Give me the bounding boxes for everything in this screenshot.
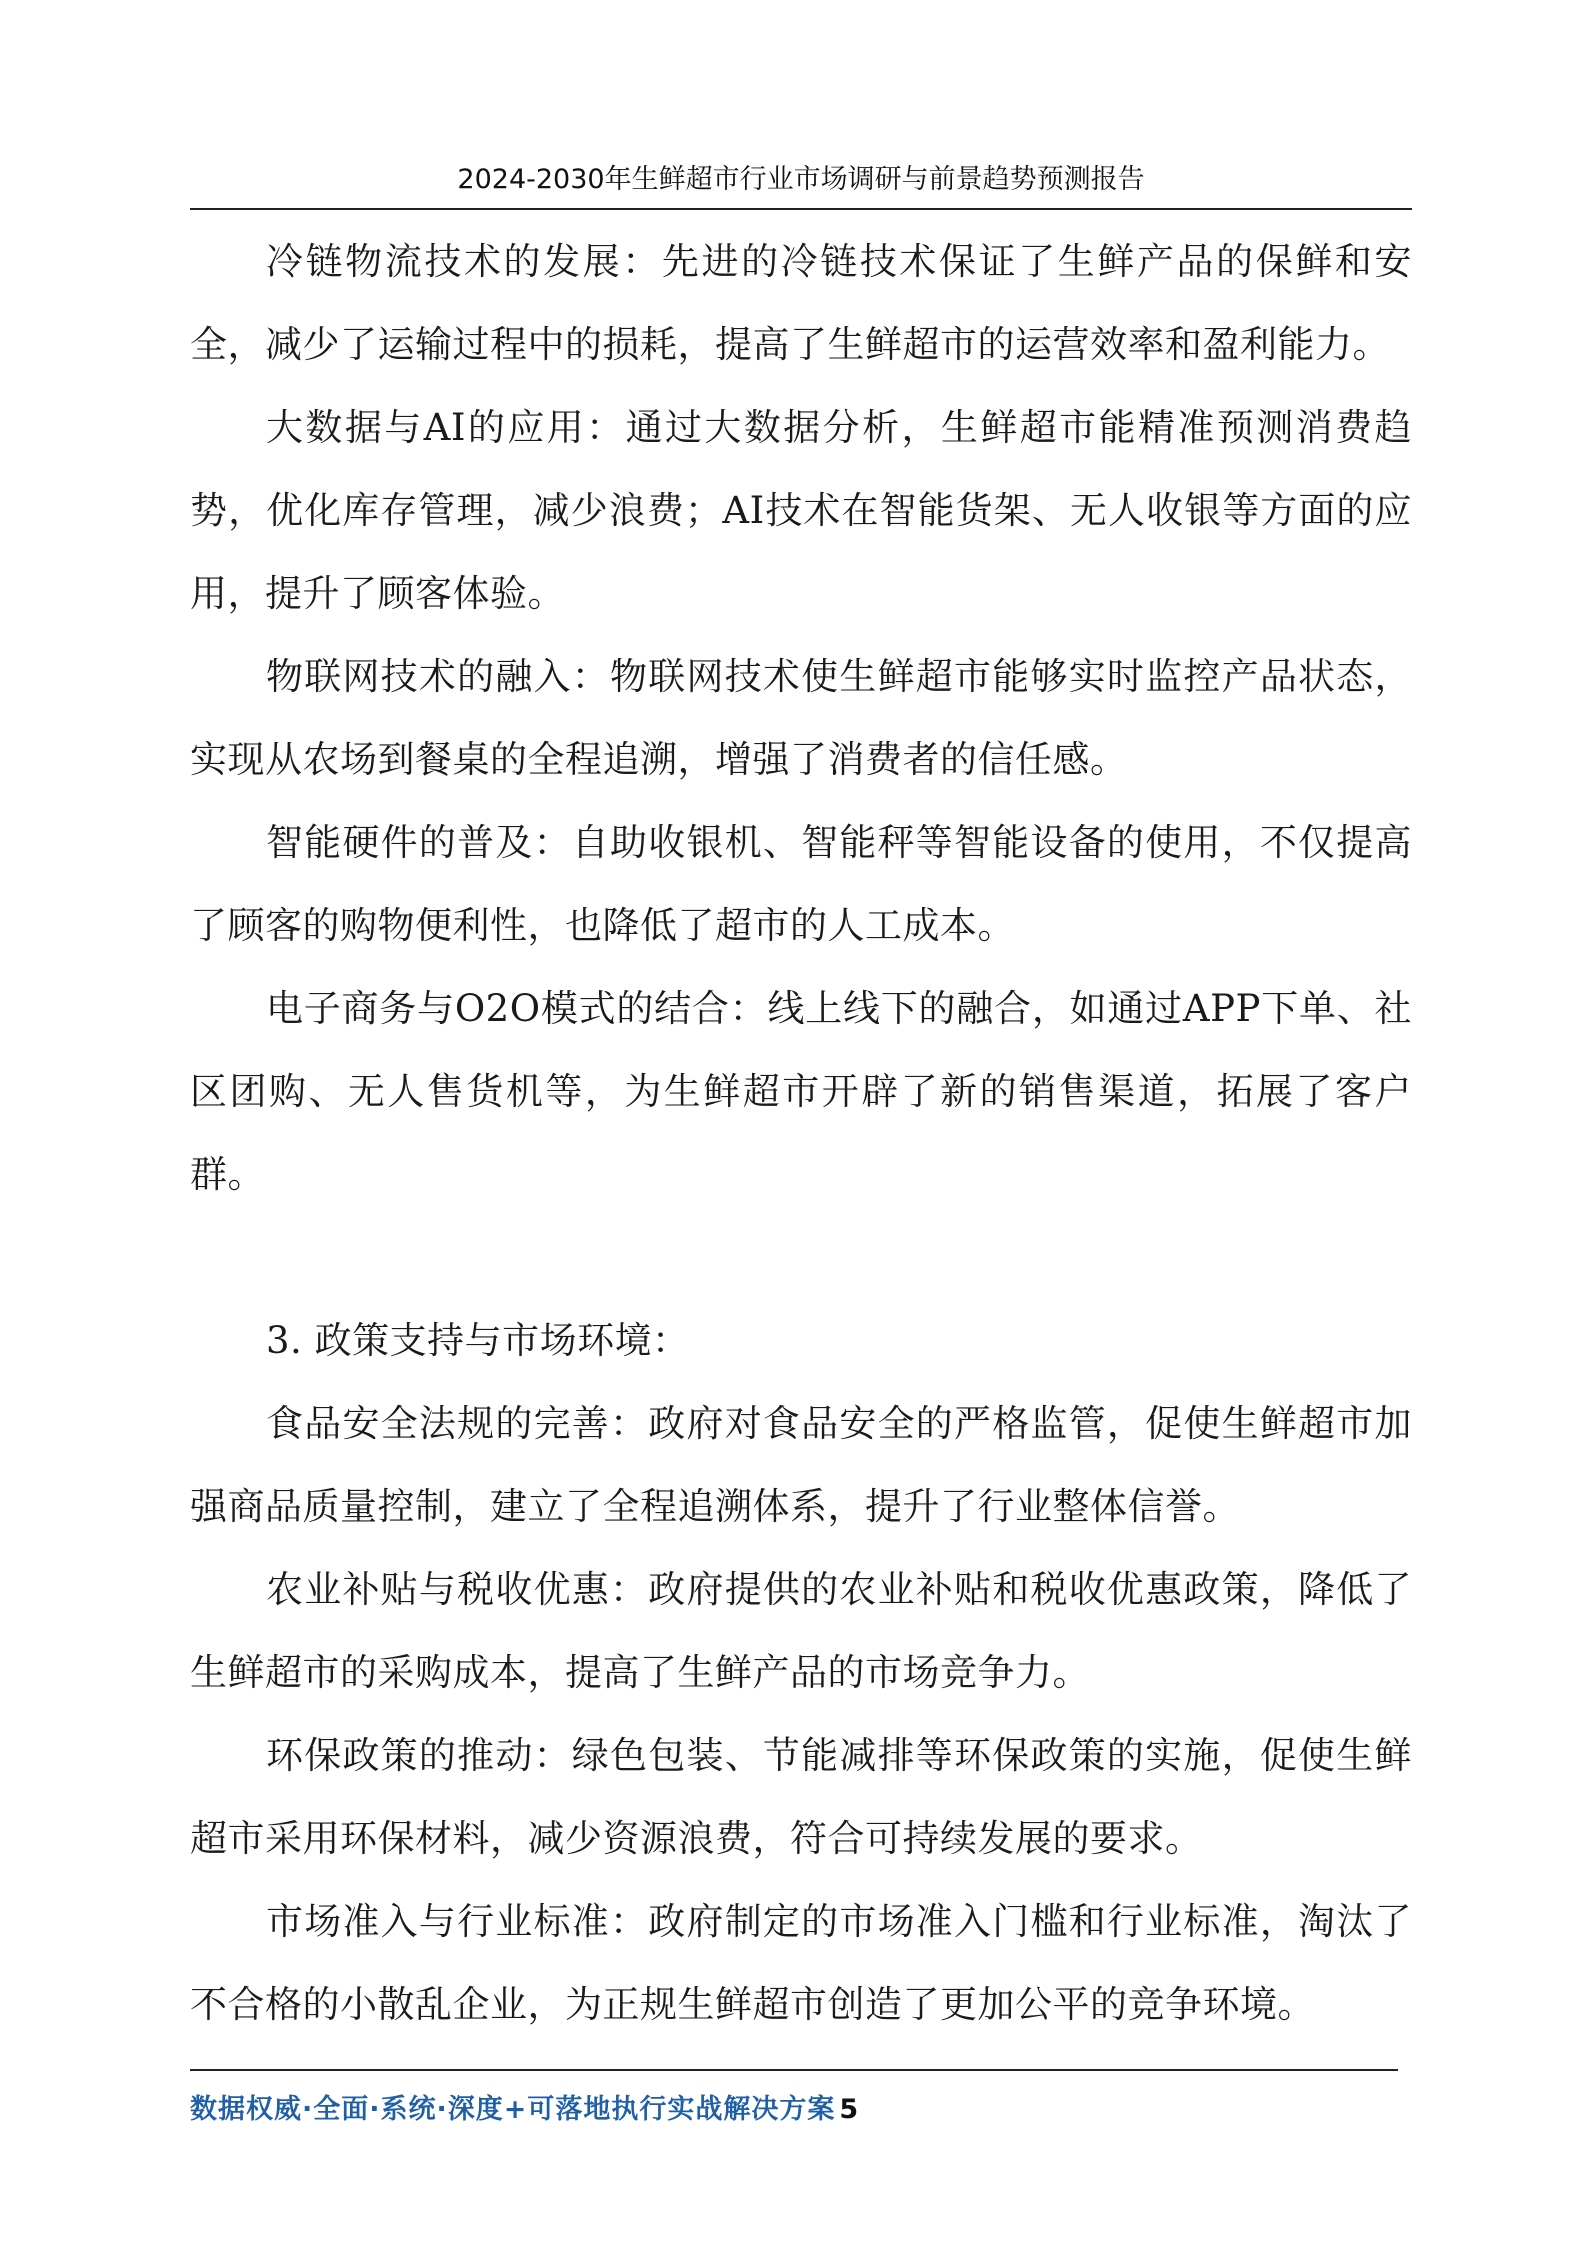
page-header-title: 2024-2030年生鲜超市行业市场调研与前景趋势预测报告 bbox=[457, 164, 1145, 195]
paragraph-ecommerce-o2o: 电子商务与O2O模式的结合：线上线下的融合，如通过APP下单、社区团购、无人售货机等，为生鲜超市开辟了新的销售渠道，拓展了客户群。 bbox=[190, 987, 1412, 1196]
paragraph-food-safety: 食品安全法规的完善：政府对食品安全的严格监管，促使生鲜超市加强商品质量控制，建立了全程追溯体系，提升了行业整体信誉。 bbox=[190, 1402, 1412, 1528]
paragraph-subsidy-tax: 农业补贴与税收优惠：政府提供的农业补贴和税收优惠政策，降低了生鲜超市的采购成本，提高了生鲜产品的市场竞争力。 bbox=[190, 1568, 1412, 1694]
paragraph-market-access: 市场准入与行业标准：政府制定的市场准入门槛和行业标准，淘汰了不合格的小散乱企业，为正规生鲜超市创造了更加公平的竞争环境。 bbox=[190, 1900, 1412, 2026]
paragraph-smart-hardware: 智能硬件的普及：自助收银机、智能秤等智能设备的使用，不仅提高了顾客的购物便利性，也降低了超市的人工成本。 bbox=[190, 821, 1412, 947]
page-footer bbox=[190, 2092, 859, 2128]
footer-slogan: 数据权威·全面·系统·深度+可落地执行实战解决方案 bbox=[190, 2094, 836, 2125]
section-heading-policy: 3. 政策支持与市场环境： bbox=[266, 1319, 690, 1362]
page-number: 5 bbox=[839, 2094, 860, 2125]
paragraph-cold-chain: 冷链物流技术的发展：先进的冷链技术保证了生鲜产品的保鲜和安全，减少了运输过程中的损耗，提高了生鲜超市的运营效率和盈利能力。 bbox=[190, 240, 1412, 366]
document-body bbox=[190, 220, 1412, 2046]
footer-divider bbox=[190, 2069, 1398, 2071]
paragraph-spacer bbox=[190, 1216, 1412, 1299]
header-divider bbox=[190, 208, 1412, 210]
paragraph-iot: 物联网技术的融入：物联网技术使生鲜超市能够实时监控产品状态，实现从农场到餐桌的全程追溯，增强了消费者的信任感。 bbox=[190, 655, 1412, 781]
paragraph-environmental: 环保政策的推动：绿色包装、节能减排等环保政策的实施，促使生鲜超市采用环保材料，减少资源浪费，符合可持续发展的要求。 bbox=[190, 1734, 1412, 1860]
paragraph-big-data-ai: 大数据与AI的应用：通过大数据分析，生鲜超市能精准预测消费趋势，优化库存管理，减少浪费；AI技术在智能货架、无人收银等方面的应用，提升了顾客体验。 bbox=[190, 406, 1412, 615]
